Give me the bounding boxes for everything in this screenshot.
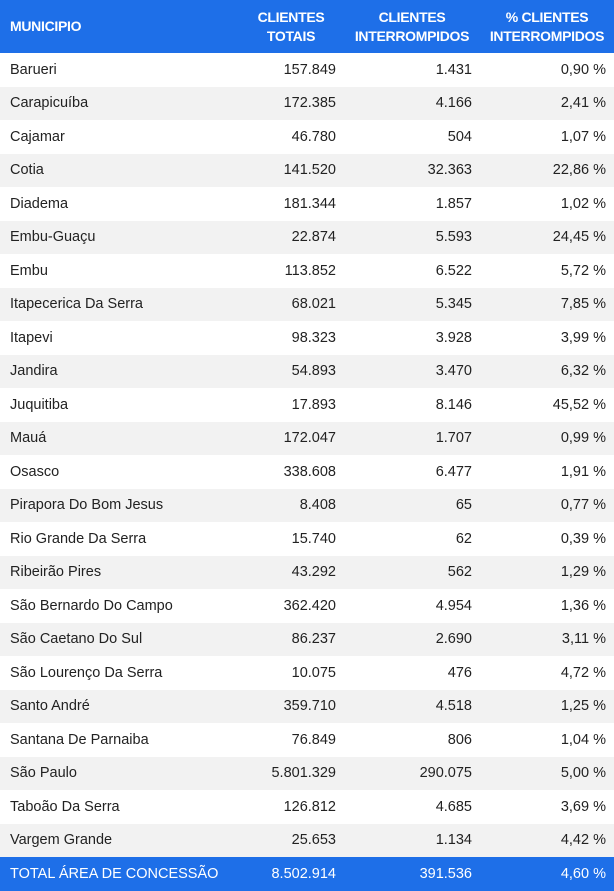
total-label: TOTAL ÁREA DE CONCESSÃO bbox=[10, 866, 219, 882]
pct-interrompidos-cell: 22,86 % bbox=[552, 162, 606, 179]
clientes-totais-cell: 68.021 bbox=[291, 296, 336, 313]
table-row bbox=[0, 187, 614, 221]
pct-interrompidos-cell: 1,07 % bbox=[560, 128, 606, 145]
municipio-cell: Taboão Da Serra bbox=[10, 798, 120, 815]
pct-interrompidos-cell: 4,42 % bbox=[560, 832, 606, 849]
pct-interrompidos-cell: 0,90 % bbox=[560, 61, 606, 78]
pct-interrompidos-cell: 6,32 % bbox=[560, 363, 606, 380]
pct-interrompidos-cell: 1,02 % bbox=[560, 195, 606, 212]
pct-interrompidos-cell: 1,91 % bbox=[560, 463, 606, 480]
clientes-totais-cell: 22.874 bbox=[291, 229, 336, 246]
clientes-totais-cell: 338.608 bbox=[283, 463, 336, 480]
municipio-cell: São Caetano Do Sul bbox=[10, 631, 143, 648]
clientes-interrompidos-cell: 5.345 bbox=[435, 296, 472, 313]
clientes-interrompidos-cell: 562 bbox=[447, 564, 472, 581]
clientes-interrompidos-cell: 1.707 bbox=[435, 430, 472, 447]
table-row bbox=[0, 87, 614, 121]
clientes-interrompidos-cell: 4.166 bbox=[435, 95, 472, 112]
clientes-interrompidos-cell: 1.857 bbox=[435, 195, 472, 212]
table-row bbox=[0, 388, 614, 422]
clientes-interrompidos-cell: 32.363 bbox=[427, 162, 472, 179]
clientes-totais-cell: 25.653 bbox=[291, 832, 336, 849]
table-row bbox=[0, 623, 614, 657]
table-row bbox=[0, 221, 614, 255]
municipio-cell: Ribeirão Pires bbox=[10, 564, 102, 581]
clientes-interrompidos-cell: 2.690 bbox=[435, 631, 472, 648]
clientes-interrompidos-cell: 1.134 bbox=[435, 832, 472, 849]
clientes-interrompidos-cell: 476 bbox=[447, 664, 472, 681]
clientes-totais-cell: 113.852 bbox=[284, 262, 336, 279]
pct-interrompidos-cell: 24,45 % bbox=[552, 229, 606, 246]
clientes-interrompidos-cell: 290.075 bbox=[419, 765, 472, 782]
table-row bbox=[0, 556, 614, 590]
table-row bbox=[0, 489, 614, 523]
clientes-interrompidos-cell: 4.685 bbox=[435, 798, 472, 815]
clientes-totais-cell: 181.344 bbox=[283, 195, 336, 212]
clientes-totais-cell: 54.893 bbox=[291, 363, 336, 380]
table-row bbox=[0, 355, 614, 389]
total-pct-interrompidos: 4,60 % bbox=[560, 866, 606, 882]
clientes-totais-cell: 10.075 bbox=[291, 664, 336, 681]
clientes-interrompidos-cell: 504 bbox=[447, 128, 472, 145]
table-row bbox=[0, 757, 614, 791]
table-body bbox=[0, 53, 614, 857]
clientes-interrompidos-cell: 6.522 bbox=[435, 262, 472, 279]
municipio-cell: Osasco bbox=[10, 463, 60, 480]
municipio-cell: São Lourenço Da Serra bbox=[10, 664, 163, 681]
municipio-cell: Vargem Grande bbox=[10, 832, 113, 849]
pct-interrompidos-cell: 2,41 % bbox=[560, 95, 606, 112]
clientes-totais-cell: 157.849 bbox=[283, 61, 336, 78]
clientes-interrompidos-cell: 4.954 bbox=[435, 597, 472, 614]
pct-interrompidos-cell: 45,52 % bbox=[552, 396, 606, 413]
table-row bbox=[0, 422, 614, 456]
table-row bbox=[0, 589, 614, 623]
municipio-cell: Itapecerica Da Serra bbox=[10, 296, 143, 313]
municipio-cell: Barueri bbox=[10, 61, 57, 78]
clientes-interrompidos-cell: 806 bbox=[447, 731, 472, 748]
municipio-cell: Carapicuíba bbox=[10, 95, 89, 112]
clientes-totais-cell: 172.047 bbox=[283, 430, 336, 447]
municipio-cell: Cotia bbox=[10, 162, 44, 179]
clientes-totais-cell: 86.237 bbox=[291, 631, 336, 648]
municipio-cell: Embu bbox=[10, 262, 48, 279]
pct-interrompidos-cell: 7,85 % bbox=[560, 296, 606, 313]
municipio-cell: Santo André bbox=[10, 698, 90, 715]
column-header-clientes-totais: CLIENTES TOTAIS bbox=[257, 8, 325, 44]
pct-interrompidos-cell: 3,99 % bbox=[560, 329, 606, 346]
municipio-cell: Itapevi bbox=[10, 329, 53, 346]
table-row bbox=[0, 455, 614, 489]
pct-interrompidos-cell: 0,39 % bbox=[560, 530, 606, 547]
municipio-cell: Rio Grande Da Serra bbox=[10, 530, 147, 547]
pct-interrompidos-cell: 1,29 % bbox=[560, 564, 606, 581]
clientes-interrompidos-cell: 6.477 bbox=[435, 463, 472, 480]
clientes-interrompidos-cell: 3.928 bbox=[435, 329, 472, 346]
table-row bbox=[0, 790, 614, 824]
clientes-totais-cell: 17.893 bbox=[291, 396, 336, 413]
table-row bbox=[0, 53, 614, 87]
pct-interrompidos-cell: 5,72 % bbox=[560, 262, 606, 279]
total-clientes-totais: 8.502.914 bbox=[271, 866, 336, 882]
clientes-totais-cell: 172.385 bbox=[283, 95, 336, 112]
clientes-interrompidos-cell: 1.431 bbox=[435, 61, 472, 78]
clientes-interrompidos-cell: 62 bbox=[455, 530, 472, 547]
pct-interrompidos-cell: 1,36 % bbox=[560, 597, 606, 614]
column-header-pct-clientes-interrompidos: % CLIENTES INTERROMPIDOS bbox=[489, 8, 605, 44]
clientes-interrompidos-cell: 3.470 bbox=[435, 363, 472, 380]
municipio-cell: Juquitiba bbox=[10, 396, 69, 413]
table-row bbox=[0, 254, 614, 288]
pct-interrompidos-cell: 3,11 % bbox=[561, 631, 606, 648]
table-header bbox=[0, 0, 614, 53]
table-row bbox=[0, 824, 614, 858]
table-row bbox=[0, 723, 614, 757]
municipio-cell: Pirapora Do Bom Jesus bbox=[10, 497, 164, 514]
table-footer bbox=[0, 857, 614, 891]
pct-interrompidos-cell: 4,72 % bbox=[560, 664, 606, 681]
table-row bbox=[0, 321, 614, 355]
clientes-totais-cell: 5.801.329 bbox=[271, 765, 336, 782]
clientes-totais-cell: 98.323 bbox=[291, 329, 336, 346]
total-row bbox=[0, 857, 614, 891]
municipio-cell: São Bernardo Do Campo bbox=[10, 597, 173, 614]
municipio-cell: Mauá bbox=[10, 430, 47, 447]
municipio-cell: Jandira bbox=[10, 363, 58, 380]
pct-interrompidos-cell: 1,25 % bbox=[560, 698, 606, 715]
clientes-totais-cell: 15.740 bbox=[291, 530, 336, 547]
clientes-interrompidos-cell: 65 bbox=[455, 497, 472, 514]
clientes-interrompidos-cell: 5.593 bbox=[435, 229, 472, 246]
clientes-interrompidos-cell: 4.518 bbox=[435, 698, 472, 715]
table-row bbox=[0, 288, 614, 322]
clientes-totais-cell: 141.520 bbox=[283, 162, 336, 179]
table-row bbox=[0, 154, 614, 188]
pct-interrompidos-cell: 3,69 % bbox=[560, 798, 606, 815]
clientes-totais-cell: 8.408 bbox=[299, 497, 336, 514]
municipio-cell: São Paulo bbox=[10, 765, 77, 782]
column-header-municipio: MUNICIPIO bbox=[10, 18, 82, 34]
table-row bbox=[0, 522, 614, 556]
pct-interrompidos-cell: 1,04 % bbox=[560, 731, 606, 748]
total-clientes-interrompidos: 391.536 bbox=[419, 866, 472, 882]
municipio-cell: Santana De Parnaiba bbox=[10, 731, 149, 748]
municipio-cell: Diadema bbox=[10, 195, 69, 212]
clientes-totais-cell: 46.780 bbox=[291, 128, 336, 145]
clientes-totais-cell: 126.812 bbox=[283, 798, 336, 815]
column-header-clientes-interrompidos: CLIENTES INTERROMPIDOS bbox=[354, 8, 470, 44]
municipio-cell: Cajamar bbox=[10, 128, 65, 145]
pct-interrompidos-cell: 0,99 % bbox=[560, 430, 606, 447]
table-row bbox=[0, 120, 614, 154]
pct-interrompidos-cell: 0,77 % bbox=[560, 497, 606, 514]
clientes-totais-cell: 43.292 bbox=[291, 564, 336, 581]
clientes-totais-cell: 76.849 bbox=[291, 731, 336, 748]
table-row bbox=[0, 690, 614, 724]
clientes-totais-cell: 362.420 bbox=[283, 597, 336, 614]
clientes-totais-cell: 359.710 bbox=[283, 698, 336, 715]
municipio-cell: Embu-Guaçu bbox=[10, 229, 96, 246]
clientes-interrompidos-cell: 8.146 bbox=[435, 396, 472, 413]
pct-interrompidos-cell: 5,00 % bbox=[560, 765, 606, 782]
table-row bbox=[0, 656, 614, 690]
